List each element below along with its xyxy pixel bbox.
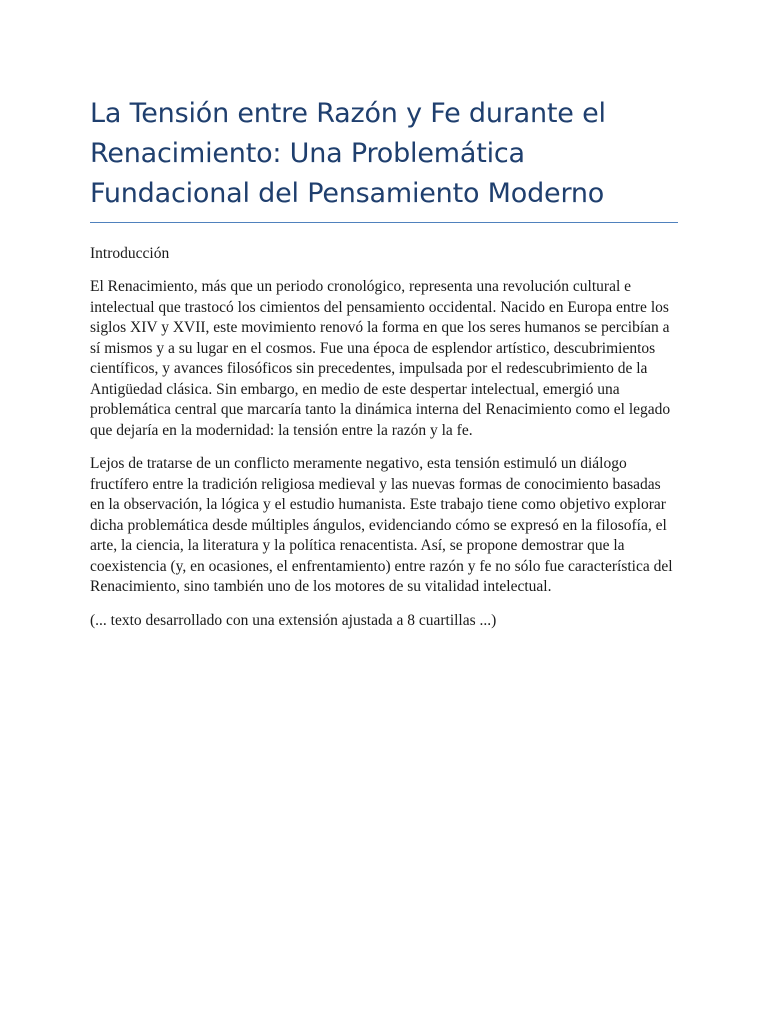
paragraph-2: Lejos de tratarse de un conflicto meramente negativo, esta tensión estimuló un diálogo fructífero entre la tradición religiosa medieval y las nuevas formas de conocimiento basadas en la observación, la lógica y el estudio humanista. Este trabajo tiene como objetivo explorar dicha problemática desde múltiples ángulos, evidenciando cómo se expresó en la filosofía, el arte, la ciencia, la literatura y la política renacentista. Así, se propone demostrar que la coexistencia (y, en ocasiones, el enfrentamiento) entre razón y fe no sólo fue característica del Renacimiento, sino también uno de los motores de su vitalidad intelectual.	[90, 455, 673, 595]
paragraph-3-placeholder-note: (... texto desarrollado con una extensión ajustada a 8 cuartillas ...)	[90, 611, 497, 629]
document-body	[90, 94, 678, 631]
document-title: La Tensión entre Razón y Fe durante el Renacimiento: Una Problemática Fundacional del Pensamiento Moderno	[90, 94, 678, 223]
paragraph-1: El Renacimiento, más que un periodo cronológico, representa una revolución cultural e intelectual que trastocó los cimientos del pensamiento occidental. Nacido en Europa entre los siglos XIV y XVII, este movimiento renovó la forma en que los seres humanos se percibían a sí mismos y a su lugar en el cosmos. Fue una época de esplendor artístico, descubrimientos científicos, y avances filosóficos sin precedentes, impulsada por el redescubrimiento de la Antigüedad clásica. Sin embargo, en medio de este despertar intelectual, emergió una problemática central que marcaría tanto la dinámica interna del Renacimiento como el legado que dejaría en la modernidad: la tensión entre la razón y la fe.	[90, 278, 671, 439]
section-heading-introduction: Introducción	[90, 245, 170, 262]
